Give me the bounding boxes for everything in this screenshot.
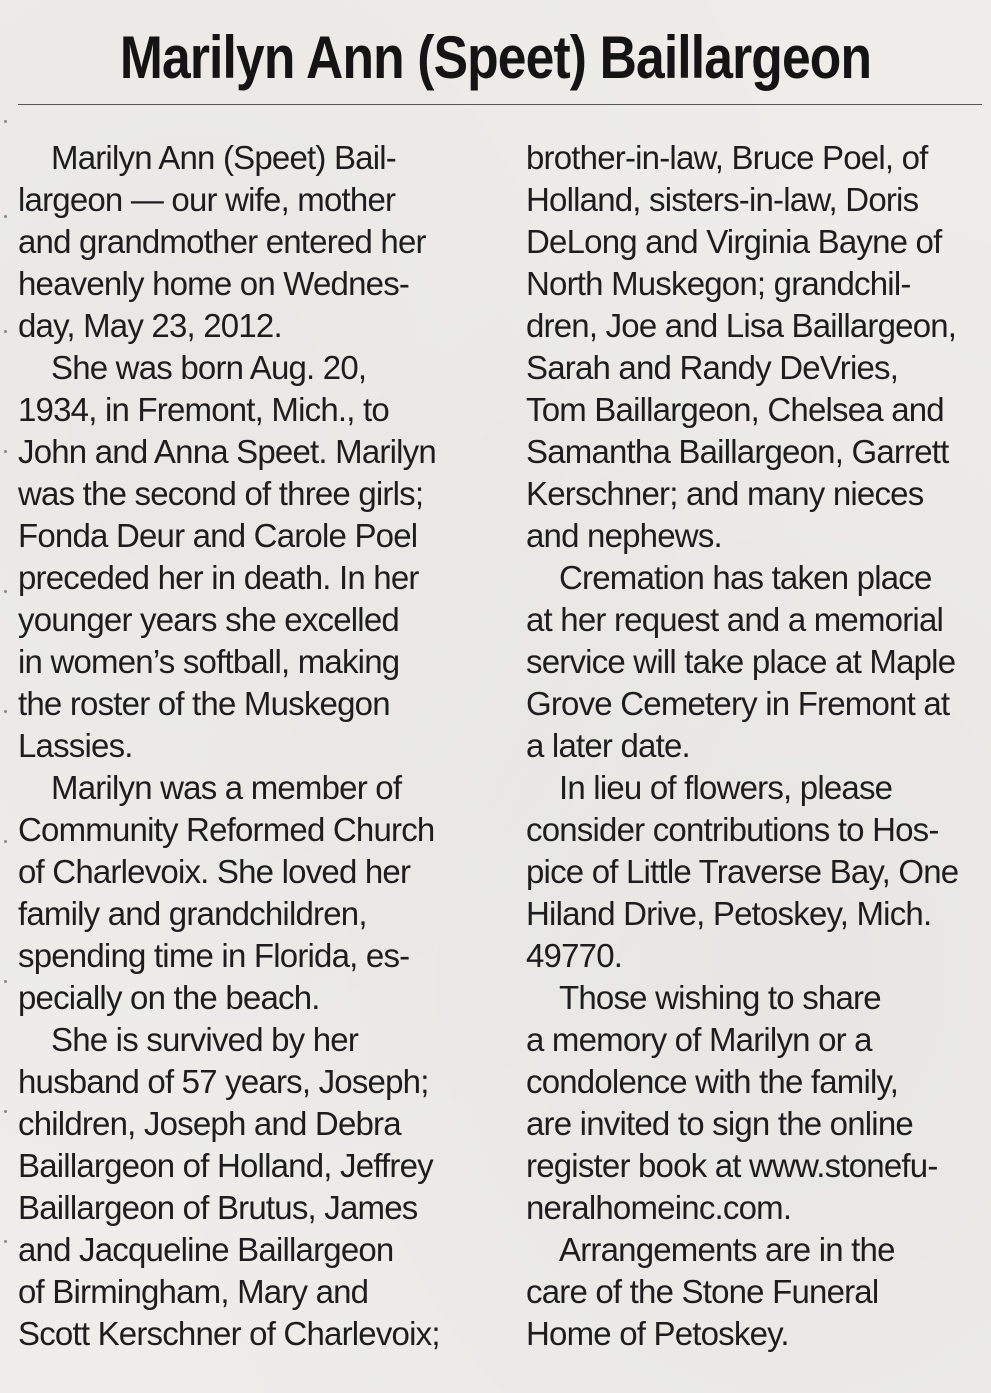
- obituary-text-line: Scott Kerschner of Charlevoix;: [18, 1315, 440, 1352]
- obituary-text-line: Grove Cemetery in Fremont at: [526, 685, 950, 722]
- scan-edge-marks: [4, 120, 10, 1360]
- obituary-text-line: and grandmother entered her: [18, 223, 426, 260]
- obituary-text-line: Baillargeon of Holland, Jeffrey: [18, 1147, 433, 1184]
- obituary-text-line: and Jacqueline Baillargeon: [18, 1231, 394, 1268]
- obituary-text-line: Marilyn Ann (Speet) Bail-: [51, 139, 396, 176]
- obituary-text-line: family and grandchildren,: [18, 895, 367, 932]
- obituary-text-line: of Birmingham, Mary and: [18, 1273, 369, 1310]
- obituary-text-line: preceded her in death. In her: [18, 559, 419, 596]
- obituary-text-line: a later date.: [526, 727, 690, 764]
- obituary-text-line: North Muskegon; grandchil-: [526, 265, 911, 302]
- obituary-text-line: dren, Joe and Lisa Baillargeon,: [526, 307, 957, 344]
- obituary-text-line: was the second of three girls;: [18, 475, 424, 512]
- obituary-text-line: at her request and a memorial: [526, 601, 944, 638]
- obituary-text-line: younger years she excelled: [18, 601, 399, 638]
- obituary-text-line: In lieu of flowers, please: [559, 769, 893, 806]
- obituary-text-line: Cremation has taken place: [559, 559, 932, 596]
- obituary-text-line: of Charlevoix. She loved her: [18, 853, 411, 890]
- obituary-text-line: Marilyn was a member of: [51, 769, 402, 806]
- obituary-text-line: husband of 57 years, Joseph;: [18, 1063, 429, 1100]
- obituary-text-line: Kerschner; and many nieces: [526, 475, 924, 512]
- obituary-text-line: pecially on the beach.: [18, 979, 320, 1016]
- obituary-text-line: 1934, in Fremont, Mich., to: [18, 391, 389, 428]
- obituary-text-line: brother-in-law, Bruce Poel, of: [526, 139, 928, 176]
- obituary-text-line: Tom Baillargeon, Chelsea and: [526, 391, 944, 428]
- obituary-text-line: Holland, sisters-in-law, Doris: [526, 181, 919, 218]
- obituary-text-line: She is survived by her: [51, 1021, 359, 1058]
- obituary-text-line: pice of Little Traverse Bay, One: [526, 853, 959, 890]
- obituary-text-line: neralhomeinc.com.: [526, 1189, 792, 1226]
- obituary-text-line: Community Reformed Church: [18, 811, 435, 848]
- obituary-text-line: consider contributions to Hos-: [526, 811, 939, 848]
- obituary-text-line: Those wishing to share: [559, 979, 881, 1016]
- obituary-text-line: 49770.: [526, 937, 623, 974]
- obituary-text-line: children, Joseph and Debra: [18, 1105, 401, 1142]
- obituary-text-line: day, May 23, 2012.: [18, 307, 282, 344]
- obituary-text-line: Sarah and Randy DeVries,: [526, 349, 899, 386]
- obituary-right-column: [526, 137, 988, 1355]
- obituary-text-line: DeLong and Virginia Bayne of: [526, 223, 942, 260]
- obituary-text-line: Hiland Drive, Petoskey, Mich.: [526, 895, 932, 932]
- obituary-text-line: are invited to sign the online: [526, 1105, 913, 1142]
- obituary-title: Marilyn Ann (Speet) Baillargeon: [119, 24, 872, 91]
- obituary-text-line: Home of Petoskey.: [526, 1315, 789, 1352]
- obituary-text-line: largeon — our wife, mother: [18, 181, 396, 218]
- obituary-text-line: and nephews.: [526, 517, 722, 554]
- obituary-text-line: the roster of the Muskegon: [18, 685, 390, 722]
- obituary-text-line: condolence with the family,: [526, 1063, 899, 1100]
- obituary-text-line: in women’s softball, making: [18, 643, 400, 680]
- obituary-text-line: She was born Aug. 20,: [51, 349, 367, 386]
- title-divider: [18, 104, 982, 105]
- obituary-text-line: care of the Stone Funeral: [526, 1273, 879, 1310]
- obituary-text-line: Baillargeon of Brutus, James: [18, 1189, 418, 1226]
- obituary-text-line: register book at www.stonefu-: [526, 1147, 938, 1184]
- obituary-text-line: service will take place at Maple: [526, 643, 956, 680]
- obituary-text-line: John and Anna Speet. Marilyn: [18, 433, 436, 470]
- obituary-text-line: Fonda Deur and Carole Poel: [18, 517, 418, 554]
- obituary-text-line: Samantha Baillargeon, Garrett: [526, 433, 949, 470]
- obituary-text-line: heavenly home on Wednes-: [18, 265, 410, 302]
- obituary-text-line: Arrangements are in the: [559, 1231, 895, 1268]
- obituary-text-line: spending time in Florida, es-: [18, 937, 410, 974]
- obituary-text-line: a memory of Marilyn or a: [526, 1021, 872, 1058]
- obituary-text-line: Lassies.: [18, 727, 133, 764]
- obituary-left-column: [18, 137, 488, 1355]
